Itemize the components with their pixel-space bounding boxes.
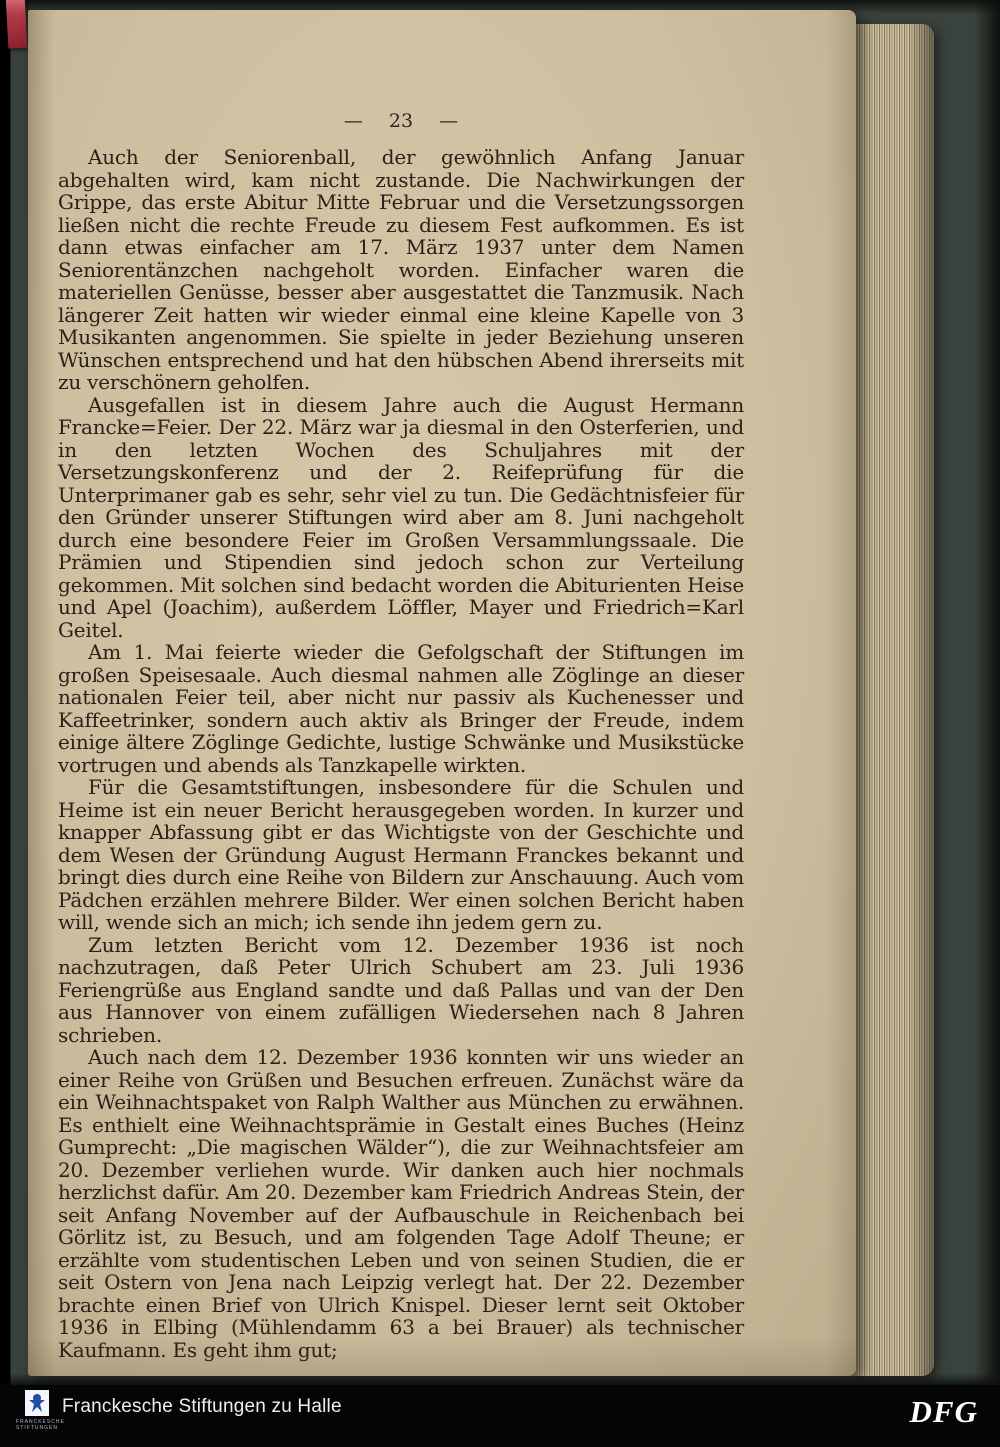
paragraph-nachtrag: Zum letzten Bericht vom 12. Dezember 1936 ist noch nachzutragen, daß Peter Ulrich Schubert am 23. Juli 1936 Feriengrüße aus England sandte und daß Pallas und van der Den aus Hannover von einem zufälligen Wiedersehen nach 8 Jahren schrieben. bbox=[58, 932, 744, 1047]
franckesche-stiftungen-logo bbox=[16, 1390, 65, 1431]
viewer-footer bbox=[0, 1385, 1000, 1447]
page-content bbox=[28, 10, 744, 1361]
logo-caption-line1: FRANCKESCHE bbox=[16, 1419, 65, 1425]
page-stack-edges bbox=[850, 24, 934, 1376]
paragraph-seniorenball: Auch der Seniorenball, der gewöhnlich Anfang Januar abgehalten wird, kam nicht zustande. Die Nachwirkungen der Grippe, das erste Abitur Mitte Februar und die Versetzungssorgen ließen nicht die rechte Freude zu diesem Fest aufkommen. Es ist dann etwas einfacher am 17. März 1937 unter dem Namen Seniorentänzchen nachgeholt worden. Einfacher waren die materiellen Genüsse, besser aber ausgestattet die Tanzmusik. Nach längerer Zeit hatten wir wieder einmal eine kleine Kapelle von 3 Musikanten angenommen. Sie spielte in jeder Beziehung unseren Wünschen entsprechend und hat den hübschen Abend ihrerseits mit zu verschönern geholfen. bbox=[58, 145, 744, 394]
page-number: 23 bbox=[388, 110, 414, 132]
institution-title: Franckesche Stiftungen zu Halle bbox=[62, 1396, 342, 1417]
paragraph-erster-mai: Am 1. Mai feierte wieder die Gefolgschaft der Stiftungen im großen Speisesaale. Auch diesmal nahmen alle Zöglinge an dieser nationalen Feier teil, aber nicht nur passiv als Kuchenesser und Kaffeetrinker, sondern auch aktiv als Bringer der Freude, indem einige ältere Zöglinge Gedichte, lustige Schwänke und Musikstücke vortrugen und abends als Tanzkapelle wirkten. bbox=[58, 640, 744, 777]
page-header bbox=[58, 110, 744, 132]
paragraph-neuer-bericht: Für die Gesamtstiftungen, insbesondere für die Schulen und Heime ist ein neuer Bericht herausgegeben worden. In kurzer und knapper Abfassung gibt er das Wichtigste von der Geschichte und dem Wesen der Gründung August Hermann Franckes bekannt und bringt dies durch eine Reihe von Bildern zur Anschauung. Auch vom Pädchen erzählen mehrere Bilder. Wer einen solchen Bericht haben will, wende sich an mich; ich sende ihn jedem gern zu. bbox=[58, 775, 744, 934]
paragraph-gruesse-besuche: Auch nach dem 12. Dezember 1936 konnten wir uns wieder an einer Reihe von Grüßen und Besuchen erfreuen. Zunächst wäre da ein Weihnachtspaket von Ralph Walther aus München zu erwähnen. Es enthielt eine Weihnachtsprämie in Gestalt eines Buches (Heinz Gumprecht: „Die magischen Wälder“), die zur Weihnachtsfeier am 20. Dezember verliehen wurde. Wir danken auch hier nochmals herzlichst dafür. Am 20. Dezember kam Friedrich Andreas Stein, der seit Anfang November auf der Aufbauschule in Reichenbach bei Görlitz ist, zu Besuch, und am folgenden Tage Adolf Theune; er erzählte vom studentischen Leben und von seinen Studien, die er seit Ostern von Jena nach Leipzig verlegt hat. Der 22. Dezember brachte einen Brief von Ulrich Knispel. Dieser lernt seit Oktober 1936 in Elbing (Mühlendamm 63 a bei Brauer) als technischer Kaufmann. Es geht ihm gut; bbox=[58, 1045, 744, 1362]
logo-caption bbox=[16, 1419, 65, 1431]
logo-caption-line2: STIFTUNGEN bbox=[16, 1425, 58, 1431]
franckesche-logo-icon bbox=[25, 1390, 49, 1416]
paragraph-francke-feier: Ausgefallen ist in diesem Jahre auch die August Hermann Francke=Feier. Der 22. März war ja diesmal in den Osterferien, und in den letzten Wochen des Schuljahres mit der Versetzungskonferenz und der 2. Reifeprüfung für die Unterprimaner gab es sehr, sehr viel zu tun. Die Gedächtnisfeier für den Gründer unserer Stiftungen wird aber am 8. Juni nachgeholt durch eine besondere Feier im Großen Versammlungssaale. Die Prämien und Stipendien sind jedoch schon zur Verteilung gekommen. Mit solchen sind bedacht worden die Abiturienten Heise und Apel (Joachim), außerdem Löffler, Mayer und Friedrich=Karl Geitel. bbox=[58, 392, 744, 642]
book-page bbox=[28, 10, 856, 1376]
bookmark-ribbon bbox=[6, 0, 28, 48]
dfg-logo: DFG bbox=[909, 1394, 978, 1429]
page-text bbox=[58, 146, 744, 1361]
header-dash-right: — bbox=[439, 110, 459, 132]
header-dash-left: — bbox=[343, 110, 363, 132]
